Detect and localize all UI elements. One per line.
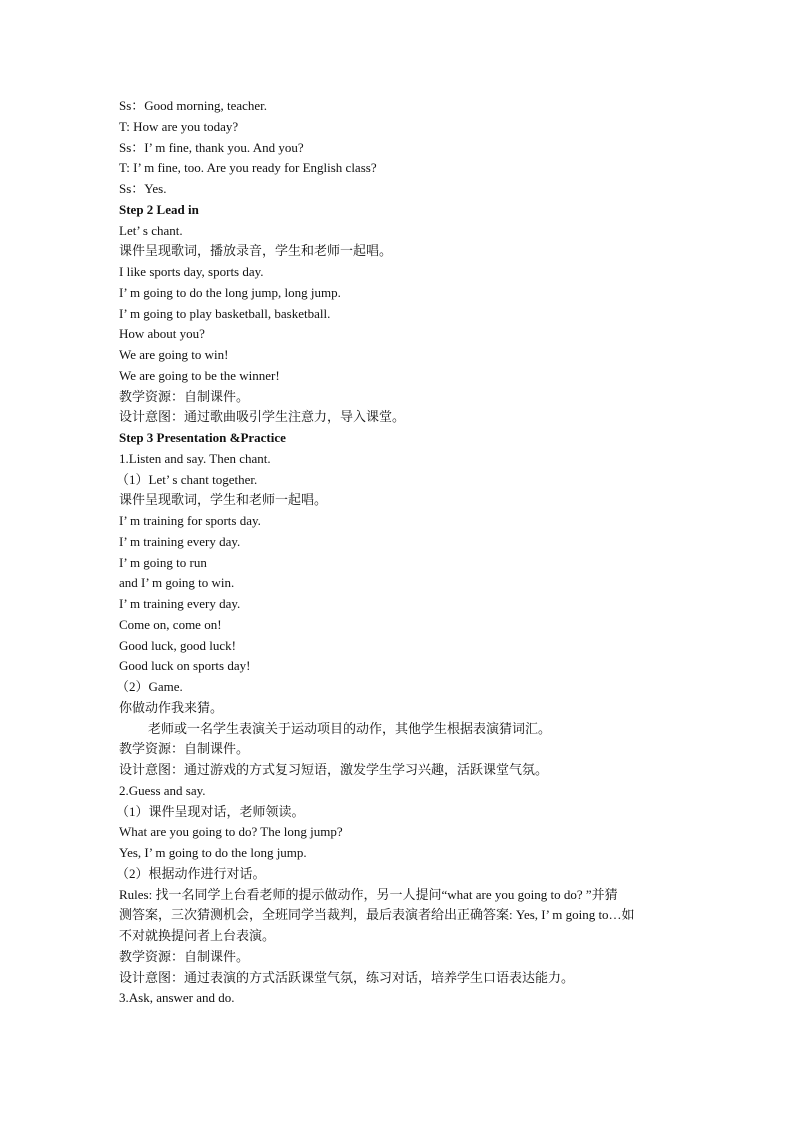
text-line: Ss：I’ m fine, thank you. And you? (119, 139, 304, 155)
text-line: I’ m going to play basketball, basketball. (119, 305, 331, 321)
text-line: 3.Ask, answer and do. (119, 990, 235, 1006)
text-line: I’ m training every day. (119, 596, 241, 611)
text-line: I’ m training every day. (119, 533, 241, 549)
text-line: We are going to win! (119, 347, 229, 362)
text-line: Good luck, good luck! (119, 637, 236, 653)
text-line: 设计意图：通过歌曲吸引学生注意力，导入课堂。 (119, 409, 406, 425)
text-line: and I’ m going to win. (119, 575, 235, 591)
text-line: Good luck on sports day! (119, 658, 251, 674)
text-line: What are you going to do? The long jump? (119, 824, 343, 840)
text-line: 教学资源：自制课件。 (119, 741, 250, 757)
text-line: （1）课件呈现对话，老师领读。 (116, 803, 305, 819)
text-line: I like sports day, sports day. (119, 264, 264, 279)
text-line: 课件呈现歌词，播放录音，学生和老师一起唱。 (119, 243, 393, 259)
text-line: I’ m going to run (119, 554, 207, 570)
text-line: I’ m training for sports day. (119, 513, 261, 528)
text-line: 1.Listen and say. Then chant. (119, 450, 271, 466)
text-line: 你做动作我来猜。 (119, 699, 224, 715)
text-line: 教学资源：自制课件。 (119, 388, 250, 404)
text-line: 教学资源：自制课件。 (119, 948, 250, 964)
text-line: 课件呈现歌词，学生和老师一起唱。 (119, 492, 328, 508)
text-line: 2.Guess and say. (119, 782, 206, 798)
text-line: 老师或一名学生表演关于运动项目的动作，其他学生根据表演猜词汇。 (148, 720, 552, 736)
text-line: Yes, I’ m going to do the long jump. (119, 845, 307, 860)
text-line: Ss：Yes. (119, 181, 167, 196)
text-line: （1）Let’ s chant together. (116, 471, 258, 487)
text-line: 不对就换提问者上台表演。 (119, 928, 276, 943)
section-heading: Step 2 Lead in (119, 201, 199, 217)
section-heading: Step 3 Presentation &Practice (119, 430, 286, 445)
text-line: Rules: 找一名同学上台看老师的提示做动作，另一人提问“what are you going to do? ”并猜 (119, 886, 618, 902)
text-line: Ss：Good morning, teacher. (119, 98, 268, 113)
text-line: Come on, come on! (119, 616, 222, 632)
text-line: 设计意图：通过表演的方式活跃课堂气氛，练习对话，培养学生口语表达能力。 (119, 969, 575, 985)
text-line: We are going to be the winner! (119, 367, 280, 383)
document-body (116, 96, 677, 1009)
text-line: T: How are you today? (119, 118, 239, 134)
text-line: I’ m going to do the long jump, long jump. (119, 284, 341, 300)
text-line: 测答案，三次猜测机会，全班同学当裁判，最后表演者给出正确答案: Yes, I’ m going to…如 (119, 907, 635, 923)
text-line: How about you? (119, 326, 205, 342)
text-line: T: I’ m fine, too. Are you ready for English class? (119, 160, 377, 176)
text-line: （2）根据动作进行对话。 (116, 865, 266, 881)
text-line: 设计意图：通过游戏的方式复习短语，激发学生学习兴趣，活跃课堂气氛。 (119, 762, 549, 777)
text-line: （2）Game. (116, 679, 183, 694)
text-line: Let’ s chant. (119, 222, 183, 238)
